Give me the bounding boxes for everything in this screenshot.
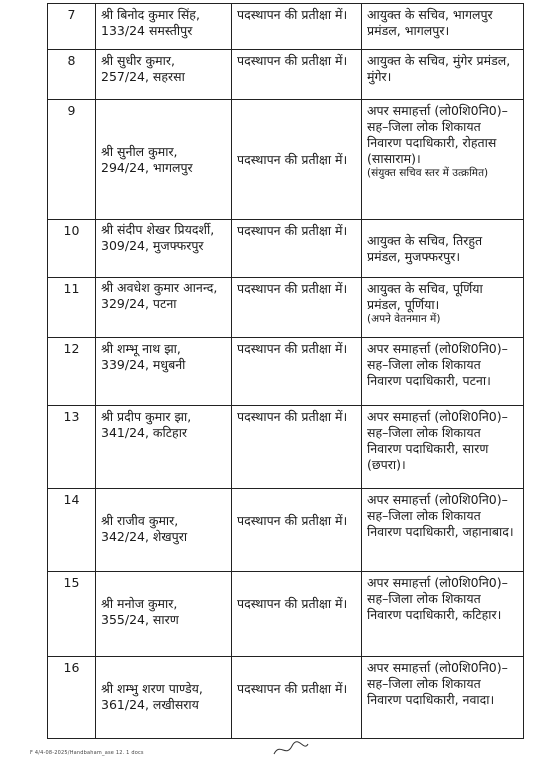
posting-status: पदस्थापन की प्रतीक्षा में। — [232, 50, 362, 100]
table-row — [48, 406, 524, 489]
posting-text: अपर समाहर्त्ता (लो0शि0नि0)–सह–जिला लोक शिकायत निवारण पदाधिकारी, जहानाबाद। — [367, 492, 514, 539]
table-row — [48, 338, 524, 406]
table-row — [48, 572, 524, 657]
new-posting — [362, 657, 524, 739]
table-row — [48, 657, 524, 739]
posting-status: पदस्थापन की प्रतीक्षा में। — [232, 100, 362, 220]
officer-name: श्री बिनोद कुमार सिंह, 133/24 समस्तीपुर — [96, 4, 232, 50]
officer-name: श्री अवधेश कुमार आनन्द, 329/24, पटना — [96, 278, 232, 338]
posting-status: पदस्थापन की प्रतीक्षा में। — [232, 406, 362, 489]
table-row — [48, 100, 524, 220]
officer-name: श्री संदीप शेखर प्रियदर्शी, 309/24, मुजफ्फरपुर — [96, 220, 232, 278]
signature-mark-icon — [270, 738, 310, 760]
table-row — [48, 4, 524, 50]
table-row — [48, 50, 524, 100]
posting-note: (अपने वेतनमान में) — [367, 313, 441, 325]
posting-text: अपर समाहर्त्ता (लो0शि0नि0)–सह–जिला लोक शिकायत निवारण पदाधिकारी, सारण (छपरा)। — [367, 409, 508, 472]
officer-posting-table — [47, 3, 524, 739]
posting-text: अपर समाहर्त्ता (लो0शि0नि0)–सह–जिला लोक शिकायत निवारण पदाधिकारी, रोहतास (सासाराम)। — [367, 103, 508, 166]
officer-name: श्री राजीव कुमार, 342/24, शेखपुरा — [96, 489, 232, 572]
serial-number: 16 — [48, 657, 96, 739]
posting-text: आयुक्त के सचिव, भागलपुर प्रमंडल, भागलपुर। — [367, 7, 493, 38]
serial-number: 10 — [48, 220, 96, 278]
serial-number: 7 — [48, 4, 96, 50]
serial-number: 15 — [48, 572, 96, 657]
serial-number: 11 — [48, 278, 96, 338]
posting-status: पदस्थापन की प्रतीक्षा में। — [232, 220, 362, 278]
posting-status: पदस्थापन की प्रतीक्षा में। — [232, 278, 362, 338]
serial-number: 8 — [48, 50, 96, 100]
new-posting — [362, 406, 524, 489]
new-posting — [362, 278, 524, 338]
posting-status: पदस्थापन की प्रतीक्षा में। — [232, 489, 362, 572]
posting-text: अपर समाहर्त्ता (लो0शि0नि0)–सह–जिला लोक शिकायत निवारण पदाधिकारी, पटना। — [367, 341, 508, 388]
serial-number: 13 — [48, 406, 96, 489]
officer-name: श्री शम्भू नाथ झा, 339/24, मधुबनी — [96, 338, 232, 406]
posting-status: पदस्थापन की प्रतीक्षा में। — [232, 338, 362, 406]
new-posting — [362, 489, 524, 572]
table-row — [48, 489, 524, 572]
new-posting — [362, 100, 524, 220]
officer-name: श्री सुधीर कुमार, 257/24, सहरसा — [96, 50, 232, 100]
posting-status: पदस्थापन की प्रतीक्षा में। — [232, 657, 362, 739]
new-posting — [362, 50, 524, 100]
posting-text: अपर समाहर्त्ता (लो0शि0नि0)–सह–जिला लोक शिकायत निवारण पदाधिकारी, नवादा। — [367, 660, 508, 707]
officer-name: श्री सुनील कुमार, 294/24, भागलपुर — [96, 100, 232, 220]
posting-text: अपर समाहर्त्ता (लो0शि0नि0)–सह–जिला लोक शिकायत निवारण पदाधिकारी, कटिहार। — [367, 575, 508, 622]
posting-text: आयुक्त के सचिव, तिरहुत प्रमंडल, मुजफ्फरपुर। — [367, 232, 483, 264]
new-posting — [362, 4, 524, 50]
serial-number: 14 — [48, 489, 96, 572]
serial-number: 9 — [48, 100, 96, 220]
posting-status: पदस्थापन की प्रतीक्षा में। — [232, 572, 362, 657]
posting-note: (संयुक्त सचिव स्तर में उत्क्रमित) — [367, 167, 489, 179]
new-posting — [362, 572, 524, 657]
officer-name: श्री मनोज कुमार, 355/24, सारण — [96, 572, 232, 657]
officer-name: श्री शम्भु शरण पाण्डेय, 361/24, लखीसराय — [96, 657, 232, 739]
footer-file-reference: F 4/4-08-2025/Handbaham_ase 12. 1 docs — [30, 750, 144, 756]
new-posting — [362, 338, 524, 406]
posting-text: आयुक्त के सचिव, पूर्णिया प्रमंडल, पूर्णिया। — [367, 281, 483, 312]
new-posting — [362, 220, 524, 278]
serial-number: 12 — [48, 338, 96, 406]
table-row — [48, 278, 524, 338]
posting-text: आयुक्त के सचिव, मुंगेर प्रमंडल, मुंगेर। — [367, 53, 511, 84]
officer-name: श्री प्रदीप कुमार झा, 341/24, कटिहार — [96, 406, 232, 489]
table-row — [48, 220, 524, 278]
posting-status: पदस्थापन की प्रतीक्षा में। — [232, 4, 362, 50]
